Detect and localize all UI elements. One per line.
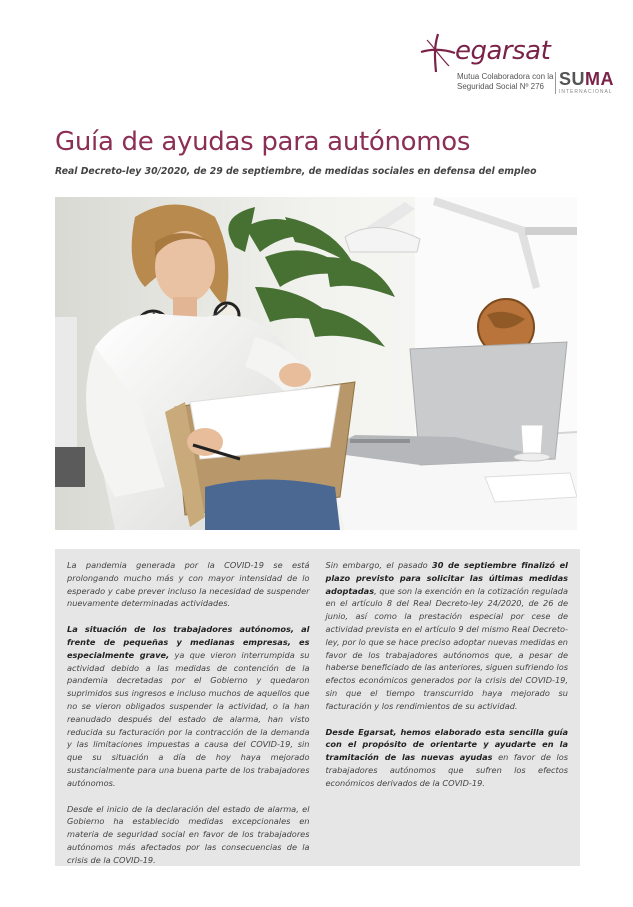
text-column-right — [326, 559, 569, 866]
hero-photo-illustration — [55, 197, 577, 530]
page-title: Guía de ayudas para autónomos — [55, 127, 471, 157]
logo-subtitle: Mutua Colaboradora con la Seguridad Social Nº 276 — [457, 72, 554, 91]
suma-logo: SUMA INTERNACIONAL — [559, 69, 615, 95]
paragraph: Sin embargo, el pasado 30 de septiembre finalizó el plazo previsto para solicitar las últimas medidas adoptadas, que son la exención en la cotización regulada en el artículo 8 del Real Decreto-ley 24/2020, de 26 de junio, así como la prestación especial por cese de actividad prevista en el artículo 9 del mismo Real Decreto-ley, por lo que se hace preciso adoptar nuevas medidas en favor de los trabajadores autónomos que, a pesar de haberse beneficiado de las anteriores, siguen sufriendo los efectos económicos generados por la crisis del COVID-19, sin que el tiempo transcurrido haya mejorado su facturación y los rendimientos de su actividad. — [325, 560, 568, 711]
paragraph: La pandemia generada por la COVID-19 se está prolongando mucho más y con mayor intensidad de lo esperado y cabe prever incluso la necesidad de suspender nuevamente determinadas actividades. — [67, 560, 310, 609]
egarsat-logo — [415, 30, 620, 100]
hero-photo — [55, 197, 577, 530]
logo-divider — [555, 72, 556, 94]
paragraph: La situación de los trabajadores autónomos, al frente de pequeñas y medianas empresas, es especialmente grave, ya que vieron interrumpida su actividad debido a las medidas de contención de la pandemia decretadas por el Gobierno y quedaron suprimidos sus ingresos e incluso muchos de aquellos que no se vieron obligados suspender la actividad, o la han reanudado después del estado de alarma, han visto reducida su facturación por la contracción de la demanda y las limitaciones impuestas a causa del COVID-19, sin que su situación a día de hoy haya mejorado sustancialmente para una buena parte de los trabajadores autónomos. — [67, 624, 310, 788]
paragraph: Desde el inicio de la declaración del estado de alarma, el Gobierno ha establecido medidas excepcionales en materia de seguridad social en favor de los trabajadores autónomos más afectados por las consecuencias de la crisis de la COVID-19. — [67, 803, 310, 865]
paragraph: Desde Egarsat, hemos elaborado esta sencilla guía con el propósito de orientarte y ayudarte en la tramitación de las nuevas ayudas en favor de los trabajadores autónomos que sufren los efectos económicos derivados de la COVID-19. — [325, 726, 569, 788]
page-subtitle: Real Decreto-ley 30/2020, de 29 de septiembre, de medidas sociales en defensa del empleo — [55, 166, 537, 177]
text-column-left — [67, 559, 310, 866]
logo-wordmark: egarsat — [455, 36, 551, 66]
intro-text-panel — [55, 549, 580, 866]
